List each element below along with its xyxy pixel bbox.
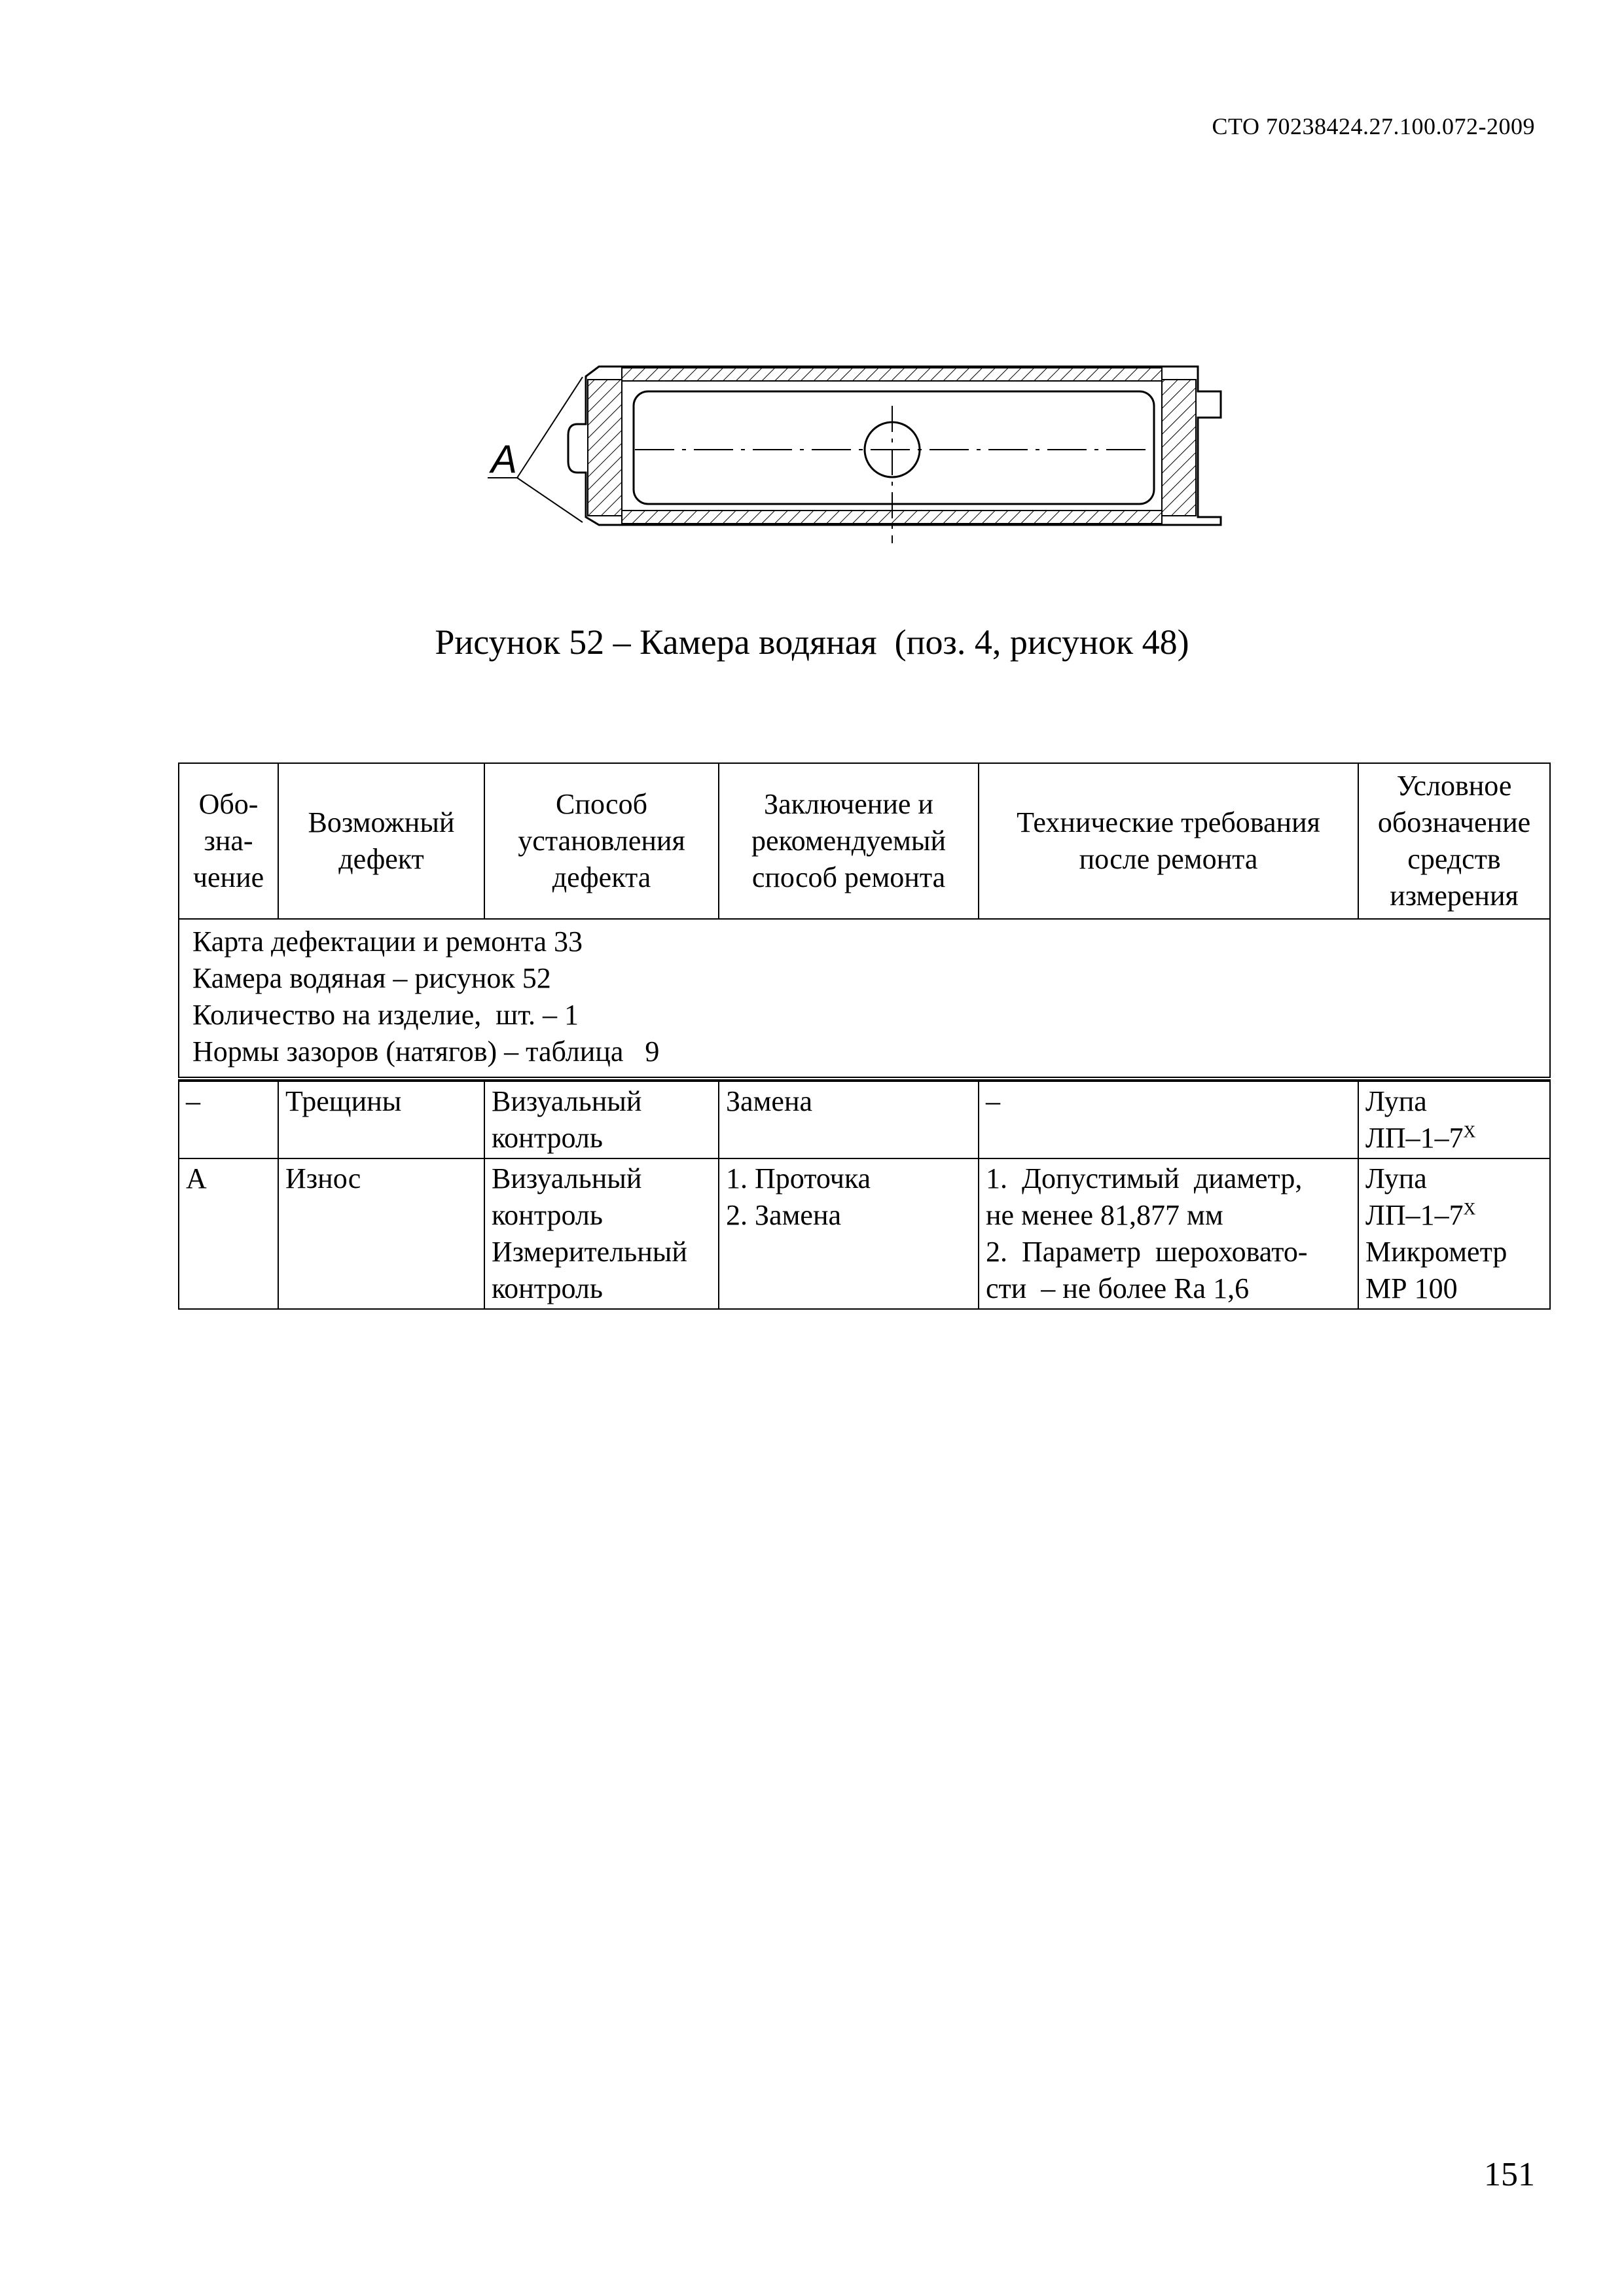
leader-line-bottom xyxy=(517,478,583,522)
line: контроль xyxy=(492,1122,603,1154)
line: 1. Проточка xyxy=(726,1162,871,1194)
table-row xyxy=(179,1081,1550,1158)
line: не менее 81,877 мм xyxy=(986,1199,1223,1231)
line xyxy=(1365,1120,1543,1157)
document-code: СТО 70238424.27.100.072-2009 xyxy=(1212,113,1535,139)
line: Замена xyxy=(726,1085,813,1117)
marker-label-a: А xyxy=(491,437,518,481)
cell-designation: А xyxy=(179,1158,278,1309)
line: 1. Допустимый диаметр, xyxy=(986,1162,1303,1194)
col-header-repair: Заключение и рекомендуемый способ ремонта xyxy=(719,763,979,919)
cell-tools xyxy=(1358,1158,1550,1309)
figure-caption xyxy=(0,622,1624,662)
line: 2. Замена xyxy=(726,1199,842,1231)
line xyxy=(1365,1197,1543,1234)
left-wall-hatch xyxy=(588,380,622,516)
right-wall-hatch xyxy=(1162,380,1196,516)
cell-tools xyxy=(1358,1081,1550,1158)
tool-code-superscript: Х xyxy=(1463,1122,1476,1141)
line: сти – не более Ra 1,6 xyxy=(986,1272,1250,1304)
line: Лупа xyxy=(1365,1085,1427,1117)
table-row xyxy=(179,1158,1550,1309)
col-header-tools: Условное обозначение средств измерения xyxy=(1358,763,1550,919)
line: 2. Параметр шероховато- xyxy=(986,1236,1308,1268)
page-number: 151 xyxy=(1484,2156,1535,2193)
col-header-detection-method: Способ установления дефекта xyxy=(484,763,719,919)
line: Микрометр xyxy=(1365,1236,1507,1268)
card-info-row xyxy=(179,919,1550,1079)
col-header-requirements: Технические требования после ремонта xyxy=(979,763,1358,919)
card-info xyxy=(179,919,1550,1079)
line: – xyxy=(986,1085,1000,1117)
leader-line-top xyxy=(517,377,583,478)
card-clearance-norms: Нормы зазоров (натягов) – таблица 9 xyxy=(192,1035,660,1067)
cell-defect: Трещины xyxy=(278,1081,484,1158)
cell-requirements xyxy=(979,1158,1358,1309)
inner-cavity xyxy=(634,391,1154,504)
column-header-row xyxy=(179,763,1550,919)
col-header-designation: Обо- зна- чение xyxy=(179,763,278,919)
card-title: Карта дефектации и ремонта 33 xyxy=(192,925,583,958)
cell-method xyxy=(484,1081,719,1158)
line: Лупа xyxy=(1365,1162,1427,1194)
cell-repair xyxy=(719,1081,979,1158)
line: контроль xyxy=(492,1272,603,1304)
cell-method xyxy=(484,1158,719,1309)
line: МР 100 xyxy=(1365,1272,1458,1304)
card-quantity: Количество на изделие, шт. – 1 xyxy=(192,999,579,1031)
tool-code: ЛП–1–7 xyxy=(1365,1122,1464,1154)
caption-text: Рисунок 52 – Камера водяная (поз. 4, рисунок 48) xyxy=(435,622,1189,662)
cell-requirements xyxy=(979,1081,1358,1158)
tool-code-superscript: Х xyxy=(1463,1199,1476,1219)
line: Визуальный xyxy=(492,1085,642,1117)
defect-repair-card xyxy=(178,762,1551,1310)
water-chamber-drawing xyxy=(478,353,1237,550)
col-header-defect: Возможный дефект xyxy=(278,763,484,919)
line: Измерительный xyxy=(492,1236,687,1268)
cell-defect: Износ xyxy=(278,1158,484,1309)
top-wall-hatch xyxy=(622,368,1162,381)
cell-designation: – xyxy=(179,1081,278,1158)
tool-code: ЛП–1–7 xyxy=(1365,1199,1464,1231)
card-part: Камера водяная – рисунок 52 xyxy=(192,962,551,994)
line: Визуальный xyxy=(492,1162,642,1194)
cell-repair xyxy=(719,1158,979,1309)
line: контроль xyxy=(492,1199,603,1231)
